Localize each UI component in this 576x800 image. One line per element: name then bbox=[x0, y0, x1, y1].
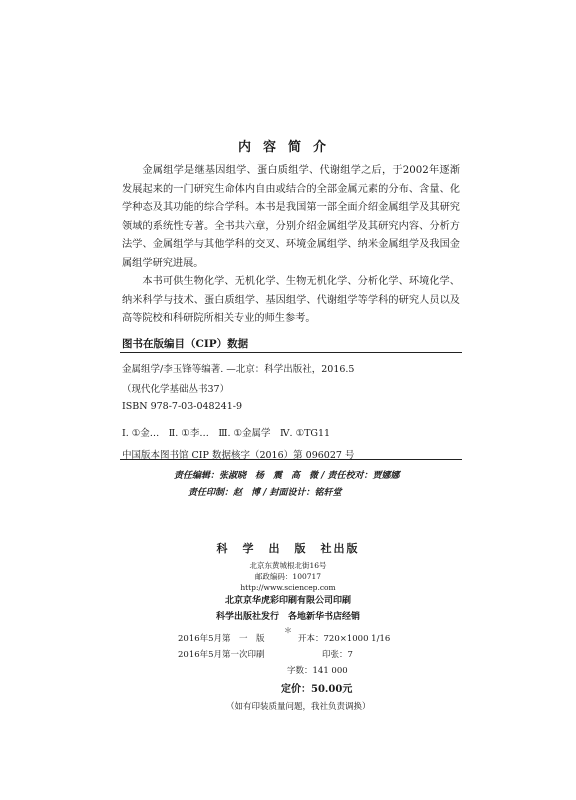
intro-paragraph: 本书可供生物化学、无机化学、生物无机化学、分析化学、环境化学、纳米科学与技术、蛋白质组学、基因组学、代谢组学等学科的研究人员以及高等院校和科研院所相关专业的师生参考。 bbox=[122, 276, 460, 324]
responsible-production: 责任印制：赵 博 / 封面设计：铭轩堂 bbox=[188, 488, 342, 498]
intro-body bbox=[122, 162, 460, 329]
format-line: 开本：720×1000 1/16 bbox=[298, 634, 391, 644]
sheets-line: 印张：7 bbox=[322, 650, 353, 660]
cip-isbn-line: ISBN 978-7-03-048241-9 bbox=[122, 401, 242, 412]
cip-top-rule bbox=[120, 352, 462, 353]
cip-bottom-rule bbox=[120, 459, 462, 460]
publisher-address: 北京东黄城根北街16号 bbox=[249, 561, 327, 570]
cip-title-line: 金属组学/李玉锋等编著. —北京：科学出版社，2016.5 bbox=[122, 364, 355, 375]
publisher-name: 科 学 出 版 社出版 bbox=[216, 542, 360, 555]
cip-series-line: （现代化学基础丛书37） bbox=[122, 384, 230, 395]
edition-line: 2016年5月第 一 版 bbox=[178, 634, 265, 644]
publisher-website: http://www.sciencep.com bbox=[240, 583, 336, 592]
distributor-line: 科学出版社发行 各地新华书店经销 bbox=[215, 612, 360, 622]
separator-mark: ＊ bbox=[284, 626, 292, 635]
intro-paragraph: 金属组学是继基因组学、蛋白质组学、代谢组学之后，于2002年逐渐发展起来的一门研究生命体内自由或结合的全部金属元素的分布、含量、化学种态及其功能的综合学科。本书是我国第一部全面介绍金属组学及其研究领域的系统性专著。全书共六章，分别介绍金属组学及其研究内容、分析方法学、金属组学与其他学科的交叉、环境金属组学、纳米金属组学及我国金属组学研究进展。 bbox=[122, 165, 460, 269]
publisher-block bbox=[0, 540, 576, 637]
quality-notice: （如有印装质量问题，我社负责调换） bbox=[226, 702, 371, 712]
cip-data-number-line: 中国版本图书馆 CIP 数据核字（2016）第 096027 号 bbox=[122, 450, 355, 461]
cip-classification-line: Ⅰ. ①金… Ⅱ. ①李… Ⅲ. ①金属学 Ⅳ. ①TG11 bbox=[122, 428, 331, 439]
price-line: 定价：50.00元 bbox=[281, 684, 353, 695]
intro-title: 内容简介 bbox=[237, 140, 338, 155]
cip-heading: 图书在版编目（CIP）数据 bbox=[122, 338, 249, 350]
printer-line: 北京京华虎彩印刷有限公司印刷 bbox=[224, 596, 351, 606]
printing-line: 2016年5月第一次印刷 bbox=[178, 650, 265, 660]
word-count-line: 字数：141 000 bbox=[287, 666, 348, 676]
responsible-editors: 责任编辑：张淑晓 杨 震 高 微 / 责任校对：贾娜娜 bbox=[174, 471, 400, 481]
postal-code: 邮政编码：100717 bbox=[254, 572, 322, 581]
